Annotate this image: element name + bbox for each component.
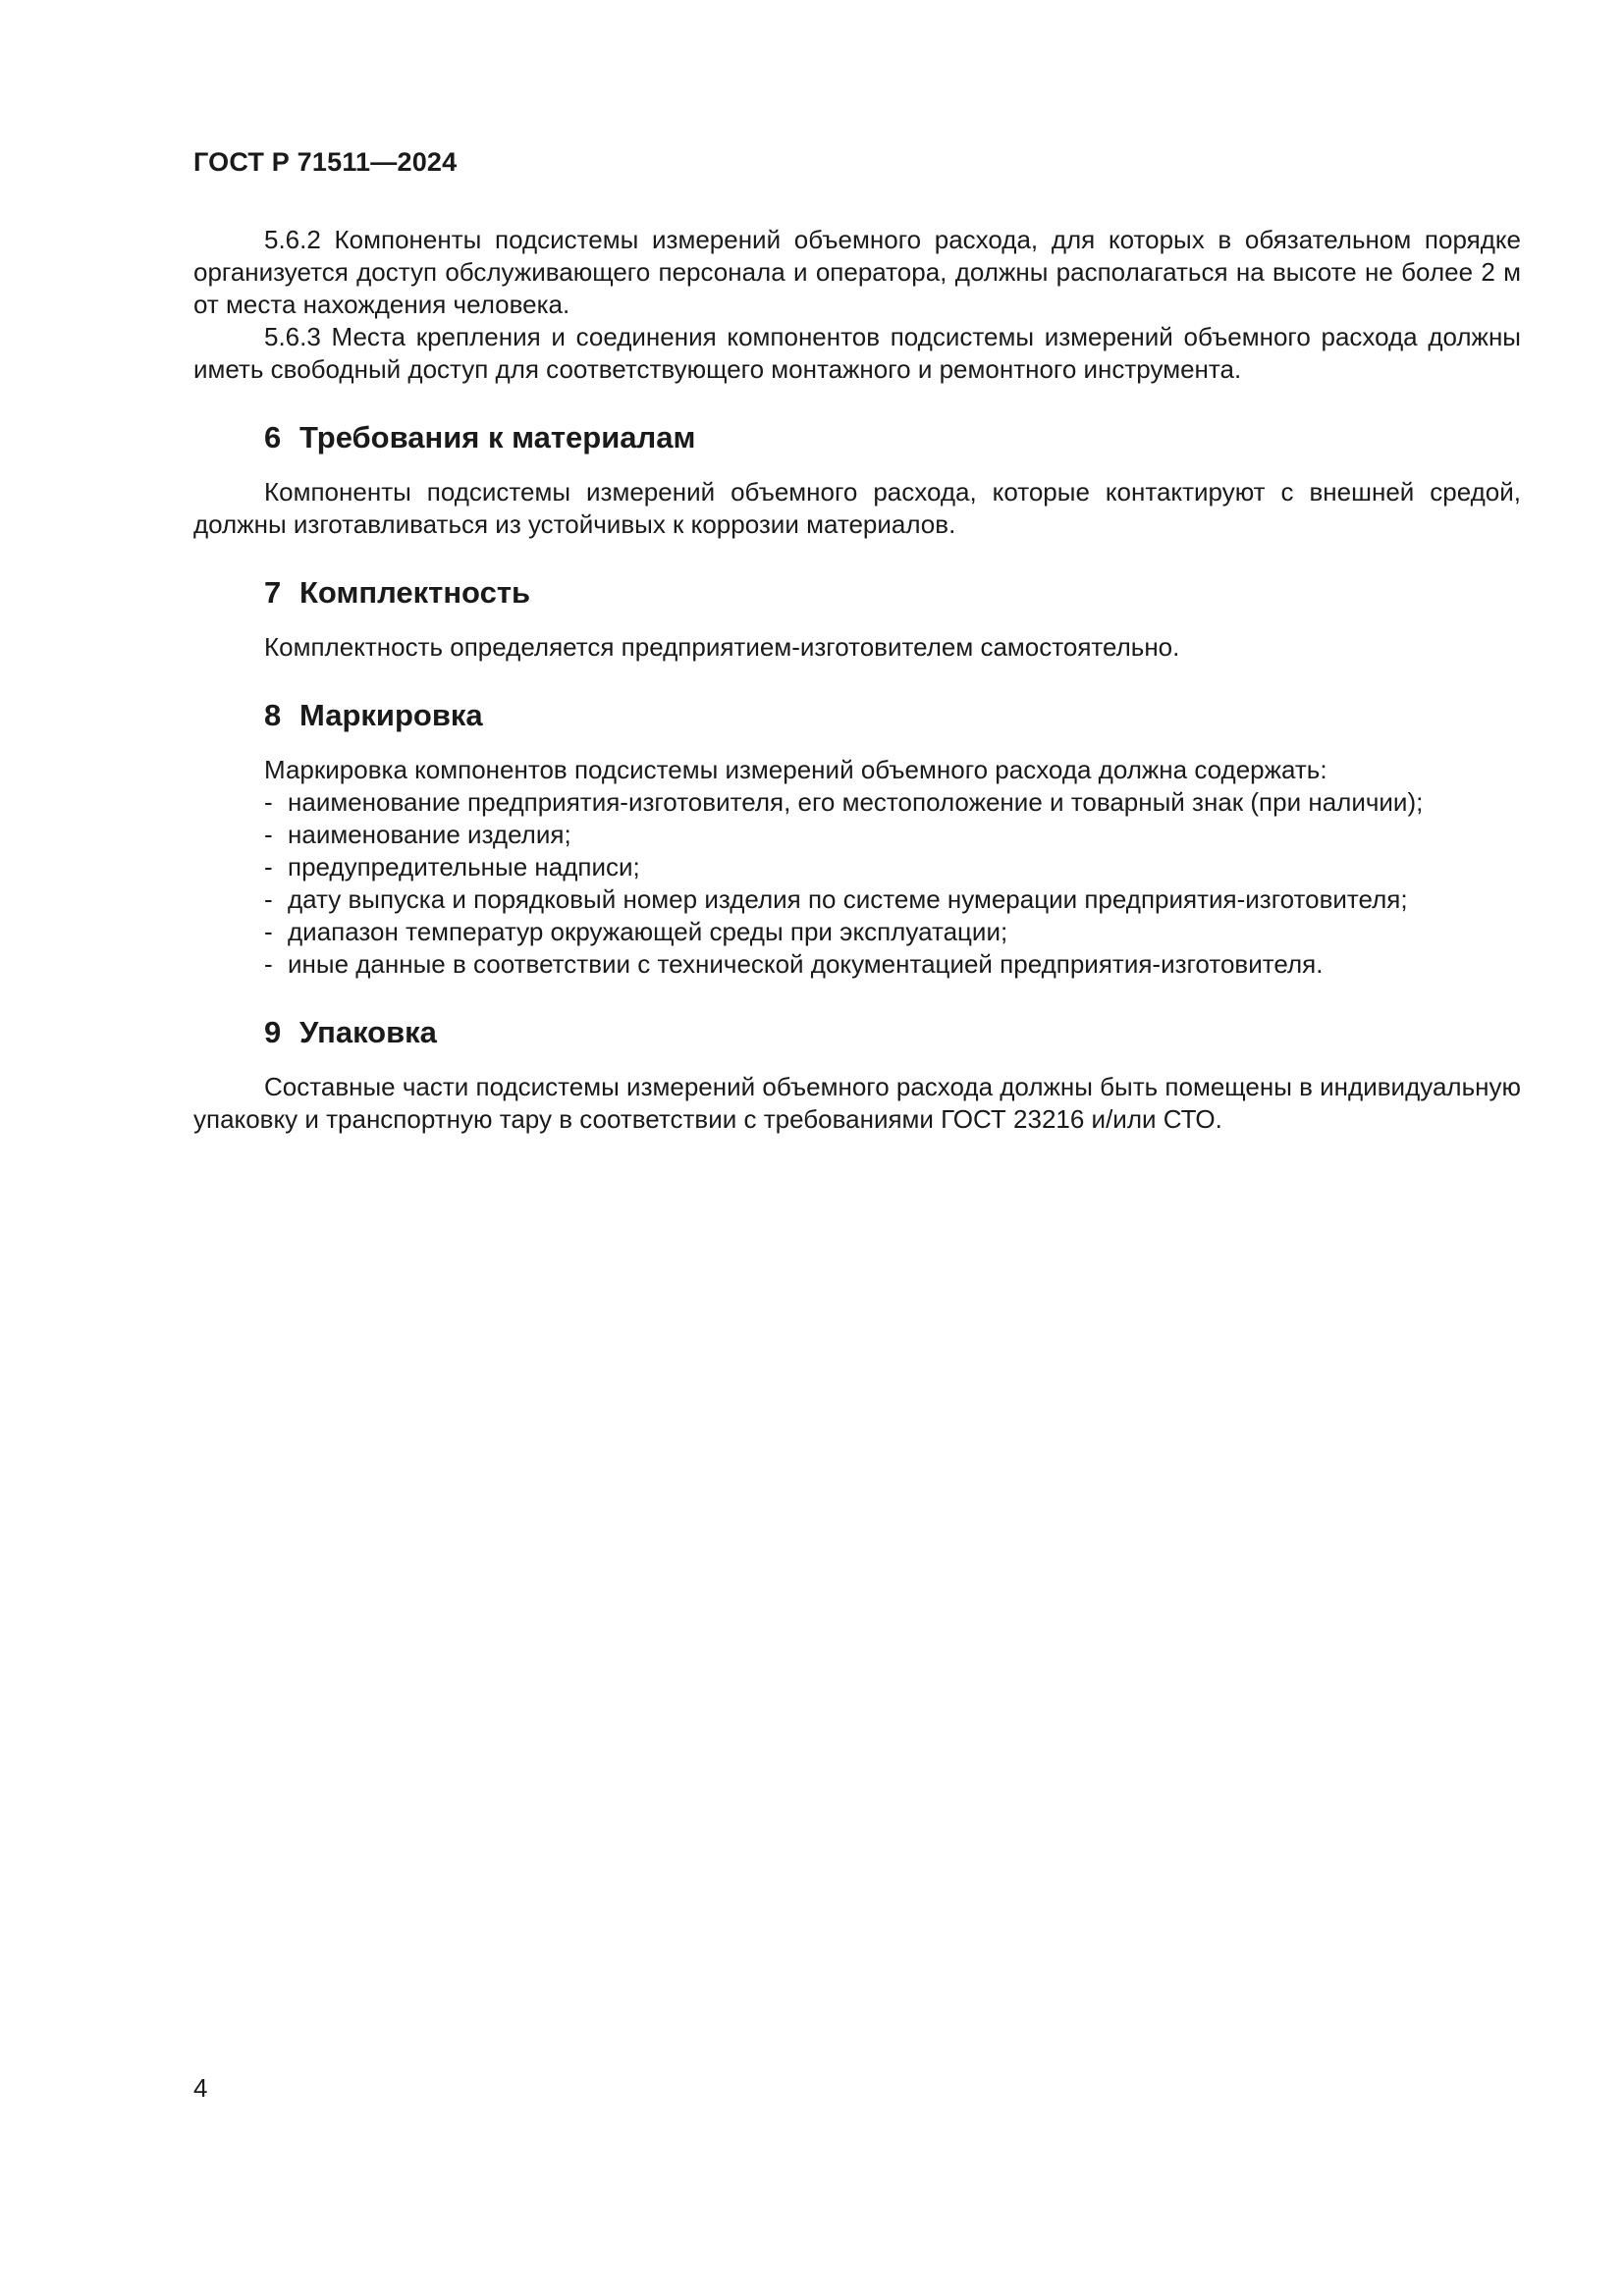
- list-item: - иные данные в соответствии с технической документацией предприятия-изготовителя.: [264, 949, 1324, 979]
- dash-bullet: -: [264, 917, 273, 946]
- section-8-intro: Маркировка компонентов подсистемы измерений объемного расхода должна содержать:: [264, 755, 1327, 784]
- section-9-heading: [264, 1013, 1521, 1052]
- document-body: [193, 224, 1521, 1136]
- section-6-heading: [264, 418, 1521, 457]
- section-7-text: Комплектность определяется предприятием-изготовителем самостоятельно.: [264, 632, 1180, 662]
- dash-bullet: -: [264, 949, 273, 979]
- section-6-text: Компоненты подсистемы измерений объемного расхода, которые контактируют с внешней средой, должны изготавливаться из устойчивых к коррозии материалов.: [193, 477, 1521, 539]
- paragraph-5-6-3: 5.6.3 Места крепления и соединения компонентов подсистемы измерений объемного расхода должны иметь свободный доступ для соответствующего монтажного и ремонтного инструмента.: [193, 322, 1521, 384]
- dash-bullet: -: [264, 852, 273, 881]
- section-6-number: 6: [264, 420, 282, 454]
- section-8-heading: [264, 696, 1521, 735]
- section-9-title: Упаковка: [299, 1015, 437, 1049]
- section-9-text: Составные части подсистемы измерений объемного расхода должны быть помещены в индивидуальную упаковку и транспортную тару в соответствии с требованиями ГОСТ 23216 и/или СТО.: [193, 1072, 1521, 1134]
- list-item: - дату выпуска и порядковый номер изделия по системе нумерации предприятия-изготовителя;: [264, 884, 1408, 914]
- page-number: 4: [193, 2073, 208, 2103]
- dash-bullet: -: [264, 787, 273, 817]
- list-item: - предупредительные надписи;: [264, 852, 640, 881]
- section-7-number: 7: [264, 575, 282, 610]
- dash-bullet: -: [264, 820, 273, 849]
- paragraph-5-6-2: 5.6.2 Компоненты подсистемы измерений объемного расхода, для которых в обязательном порядке организуется доступ обслуживающего персонала и оператора, должны располагаться на высоте не более 2 м от места нахождения человека.: [193, 225, 1521, 319]
- section-8-title: Маркировка: [299, 698, 483, 732]
- list-item: - наименование предприятия-изготовителя, его местоположение и товарный знак (при наличии);: [264, 787, 1424, 817]
- section-7-heading: [264, 573, 1521, 613]
- list-item: - наименование изделия;: [264, 820, 571, 849]
- section-9-number: 9: [264, 1015, 282, 1049]
- document-code-header: ГОСТ Р 71511—2024: [193, 147, 458, 177]
- list-item: - диапазон температур окружающей среды при эксплуатации;: [264, 917, 1008, 946]
- marking-list: [193, 786, 1521, 981]
- dash-bullet: -: [264, 884, 273, 914]
- section-7-title: Комплектность: [299, 575, 531, 610]
- section-8-number: 8: [264, 698, 282, 732]
- section-6-title: Требования к материалам: [299, 420, 696, 454]
